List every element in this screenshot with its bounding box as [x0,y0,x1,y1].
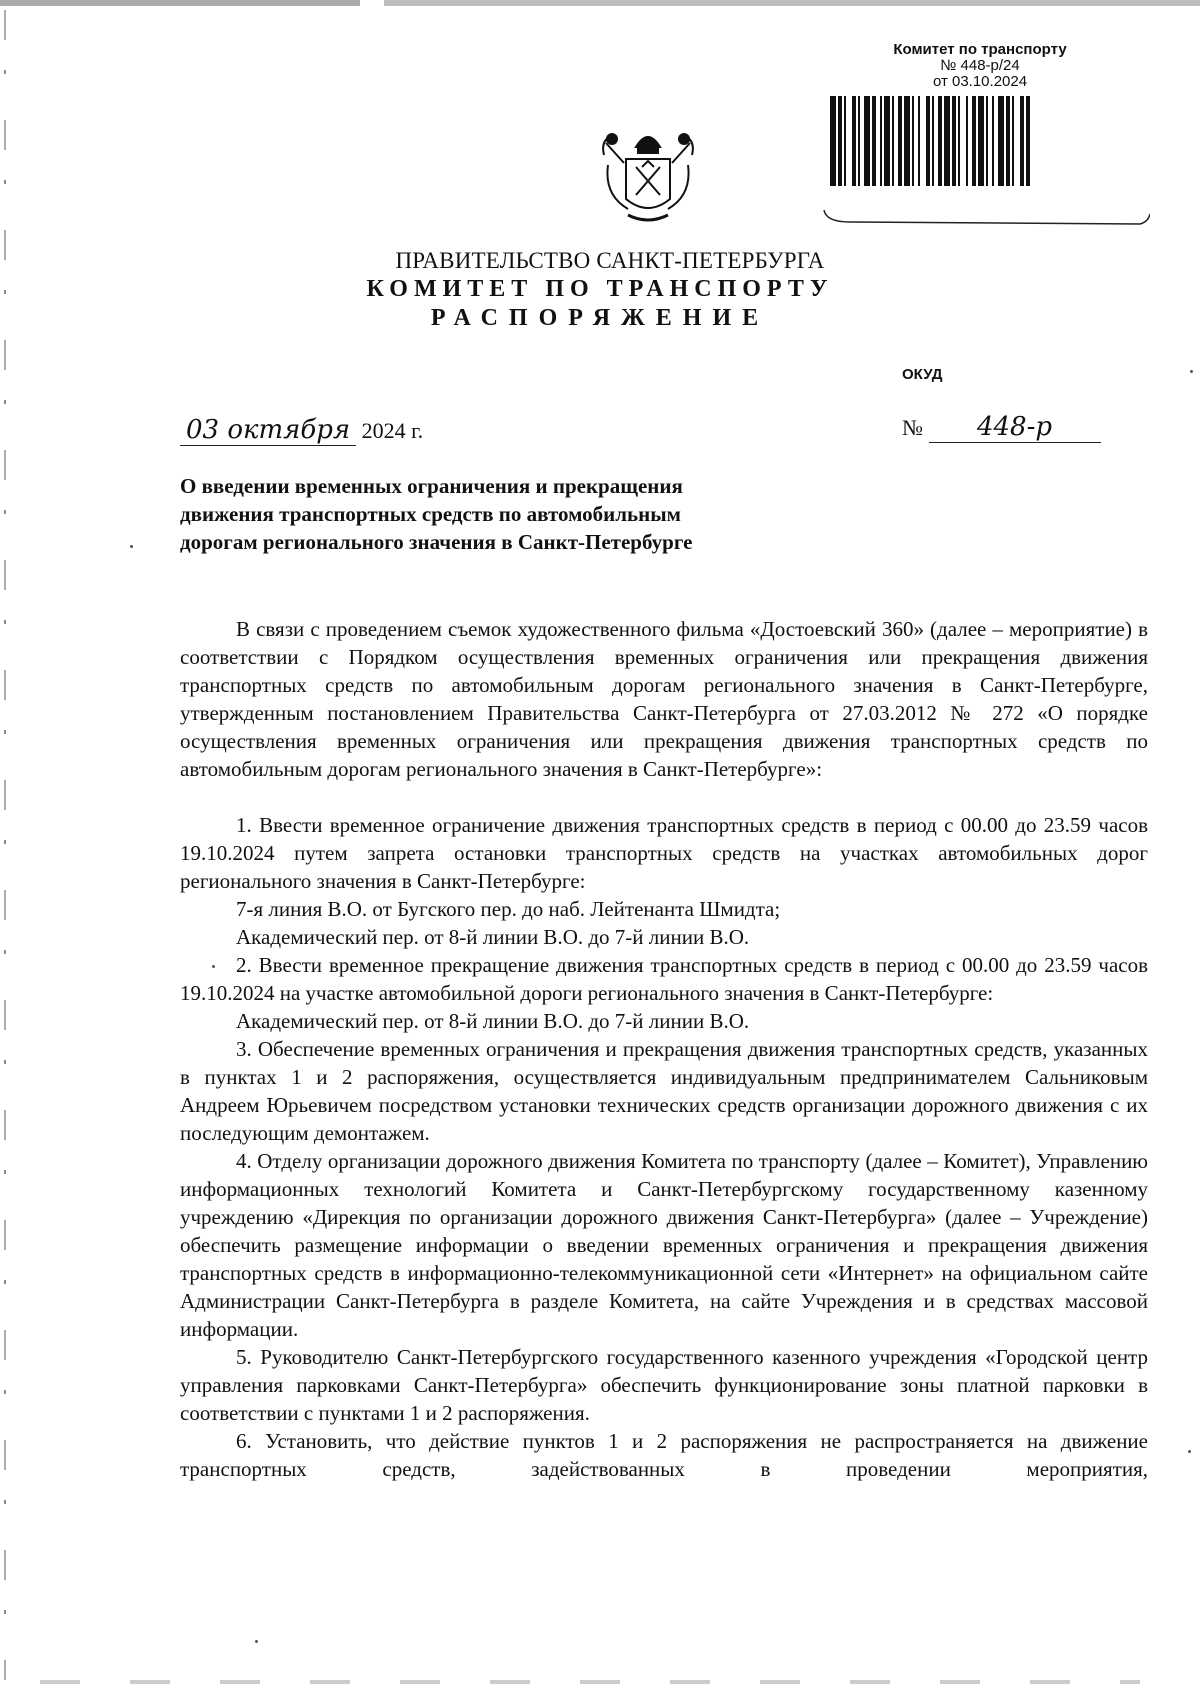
number-sign: № [902,415,923,440]
clause-1-item-1: 7-я линия В.О. от Бугского пер. до наб. Лейтенанта Шмидта; [236,897,781,921]
document-type: РАСПОРЯЖЕНИЕ [430,305,770,331]
barcode-bar [938,96,942,186]
barcode-bar [932,96,934,186]
clause-4: 4. Отделу организации дорожного движения Комитета по транспорту (далее – Комитет), Управлению информационных технологий Комитета и Санкт-Петербургскому государственному казенному учреждению «Дирекция по организации дорожного движения Санкт-Петербурга» (далее – Учреждение) обеспечить размещение информации о введении временных ограничения и прекращения движения транспортных средств в информационно-телекоммуникационной сети «Интернет» на официальном сайте Администрации Санкт-Петербурга в разделе Комитета, на сайте Учреждения и в средствах массовой информации. [180,1149,1148,1341]
government-name: ПРАВИТЕЛЬСТВО САНКТ-ПЕТЕРБУРГА [395,248,825,273]
scan-speck [1190,370,1193,373]
scan-speck [130,545,133,548]
scan-edge-top [0,0,1200,6]
barcode-bar [880,96,882,186]
barcode-bar [892,96,894,186]
barcode-bar [1012,96,1014,186]
barcode-bar [858,96,860,186]
barcode-bar [978,96,984,186]
barcode-bar [972,96,976,186]
barcode-bar [898,96,902,186]
clause-1: 1. Ввести временное ограничение движения транспортных средств в период с 00.00 до 23.59 часов 19.10.2024 путем запрета остановки транспортных средств на участках автомобильных дорог регионального значения в Санкт-Петербурге: [180,813,1148,893]
stamp-title: Комитет по транспорту [893,41,1067,58]
scan-speck [255,1640,258,1643]
barcode-bar [966,96,968,186]
document-body [180,615,1148,1483]
document-number [902,412,1101,443]
barcode-bar [844,96,846,186]
barcode-bar [926,96,930,186]
barcode-bar [986,96,988,186]
date-year: 2024 г. [361,418,424,443]
barcode-bar [852,96,856,186]
barcode-bar [958,96,960,186]
document-header [0,248,1200,332]
handwritten-date: 03 октября [180,415,356,446]
clause-5: 5. Руководителю Санкт-Петербургского государственного казенного учреждения «Городской центр управления парковками Санкт-Петербурга» обеспечить функционирование зоны платной парковки в соответствии с пунктами 1 и 2 распоряжения. [180,1345,1148,1425]
clause-1-item-2: Академический пер. от 8-й линии В.О. до 7-й линии В.О. [236,925,750,949]
barcode-bar [830,96,836,186]
stamp-reg-date: от 03.10.2024 [932,73,1028,90]
barcode-bar [998,96,1004,186]
document-subject: О введении временных ограничения и прекращения движения транспортных средств по автомобильным дорогам регионального значения в Санкт-Петербурге [180,474,693,554]
clause-6: 6. Установить, что действие пунктов 1 и 2 распоряжения не распространяется на движение транспортных средств, задействованных в проведении мероприятия, [180,1429,1148,1481]
stamp-reg-number: № 448-р/24 [940,57,1020,74]
handwritten-number: 448-р [929,412,1101,443]
barcode-bar [992,96,994,186]
clause-2-item-1: Академический пер. от 8-й линии В.О. до 7-й линии В.О. [236,1009,750,1033]
scan-speck [1188,1450,1191,1453]
barcode-bar [944,96,950,186]
stamp-underline [820,202,1150,242]
registration-stamp [820,42,1140,212]
barcode-bar [918,96,920,186]
okud-label: ОКУД [902,366,943,383]
preamble-paragraph: В связи с проведением съемок художественного фильма «Достоевский 360» (далее – мероприятие) в соответствии с Порядком осуществления временных ограничения или прекращения движения транспортных средств по автомобильным дорогам регионального значения в Санкт-Петербурге, утвержденным постановлением Правительства Санкт-Петербурга от 27.03.2012 № 272 «О порядке осуществления временных ограничения или прекращения движения транспортных средств по автомобильным дорогам регионального значения в Санкт-Петербурге»: [180,617,1148,781]
scan-bottom-noise [40,1680,1140,1684]
barcode-bar [838,96,842,186]
barcode-bar [872,96,876,186]
barcode-bar [912,96,914,186]
barcode-bar [952,96,956,186]
barcode-bar [864,96,870,186]
clause-3: 3. Обеспечение временных ограничения и прекращения движения транспортных средств, указанных в пунктах 1 и 2 распоряжения, осуществляется индивидуальным предпринимателем Сальниковым Андреем Юрьевичем посредством установки технических средств организации дорожного движения с их последующим демонтажем. [180,1037,1148,1145]
coat-of-arms-icon [598,125,698,235]
barcode-bar [884,96,890,186]
barcode [830,96,1130,186]
barcode-bar [1026,96,1030,186]
barcode-bar [904,96,910,186]
committee-name: КОМИТЕТ ПО ТРАНСПОРТУ [366,276,834,302]
document-date [180,415,423,446]
barcode-bar [1006,96,1010,186]
clause-2: 2. Ввести временное прекращение движения транспортных средств в период с 00.00 до 23.59 часов 19.10.2024 на участке автомобильной дороги регионального значения в Санкт-Петербурге: [180,953,1148,1005]
barcode-bar [1020,96,1024,186]
